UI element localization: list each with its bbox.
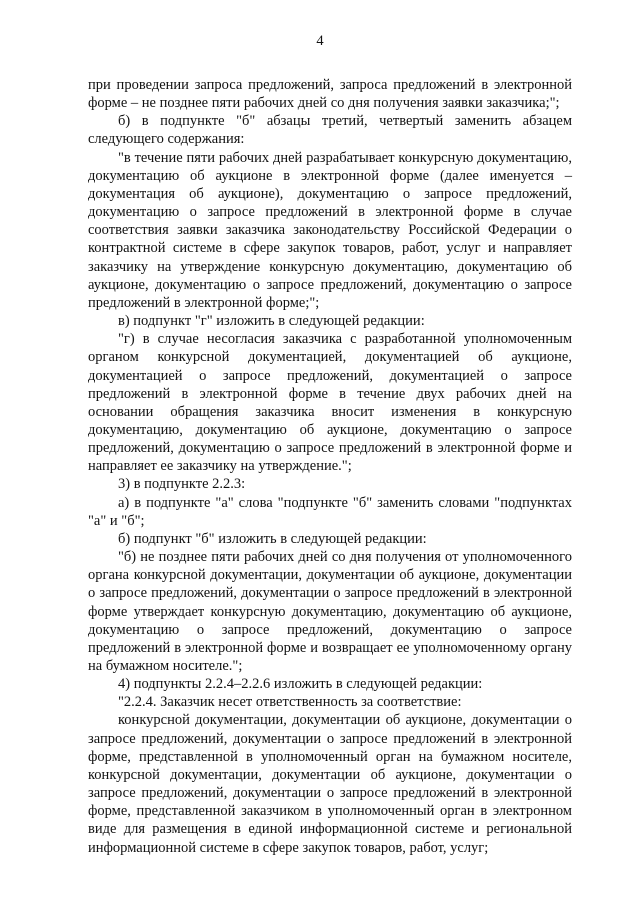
paragraph: 3) в подпункте 2.2.3: [118, 476, 246, 493]
document-body [88, 76, 572, 857]
page-number: 4 [316, 33, 324, 49]
paragraph: а) в подпункте "а" слова "подпункте "б" заменить словами "подпунктах "а" и "б"; [88, 494, 572, 529]
paragraph: конкурсной документации, документации об аукционе, документации о запросе предложений, документации о запросе предложений в электронной форме, представленной в уполномоченный орган на бумажном носителе, конкурсной документации, документации об аукционе, документации о запросе предложений, документации о запросе предложений в электронной форме, представленной заказчиком в уполномоченный орган в электронном виде для размещения в единой информационной системе и региональной информационной системе в сфере закупок товаров, работ, услуг; [88, 712, 572, 856]
paragraph: б) в подпункте "б" абзацы третий, четвертый заменить абзацем следующего содержания: [88, 113, 572, 148]
paragraph: "2.2.4. Заказчик несет ответственность за соответствие: [118, 694, 462, 711]
paragraph-continuation: при проведении запроса предложений, запроса предложений в электронной форме – не позднее пяти рабочих дней со дня получения заявки заказчика;"; [88, 77, 572, 112]
paragraph: "г) в случае несогласия заказчика с разработанной уполномоченным органом конкурсной документацией, документацией об аукционе, документацией о запросе предложений, документацией о запросе предложений в электронной форме в течение двух рабочих дней на основании обращения заказчика вносит изменения в конкурсную документацию, документацию об аукционе, документацию о запросе предложений, документацию о запросе предложений в электронной форме и направляет ее заказчику на утверждение."; [88, 331, 572, 475]
paragraph: в) подпункт "г" изложить в следующей редакции: [118, 313, 425, 330]
paragraph: б) подпункт "б" изложить в следующей редакции: [118, 530, 427, 547]
paragraph: "б) не позднее пяти рабочих дней со дня получения от уполномоченного органа конкурсной документации, документации об аукционе, документации о запросе предложений, документации о запросе предложений в электронной форме утверждает конкурсную документацию, документацию об аукционе, документацию о запросе предложений, документацию о запросе предложений в электронной форме и возвращает ее уполномоченному органу на бумажном носителе."; [88, 549, 572, 674]
paragraph: 4) подпункты 2.2.4–2.2.6 изложить в следующей редакции: [118, 676, 483, 693]
paragraph: "в течение пяти рабочих дней разрабатывает конкурсную документацию, документацию об аукционе в электронной форме (далее именуется – документация об аукционе), документацию о запросе предложений, документацию о запросе предложений в электронной форме в случае соответствия заявки заказчика законодательству Российской Федерации о контрактной системе в сфере закупок товаров, работ, услуг и направляет заказчику на утверждение конкурсную документацию, документацию об аукционе, документацию о запросе предложений, документацию о запросе предложений в электронной форме;"; [88, 149, 572, 311]
